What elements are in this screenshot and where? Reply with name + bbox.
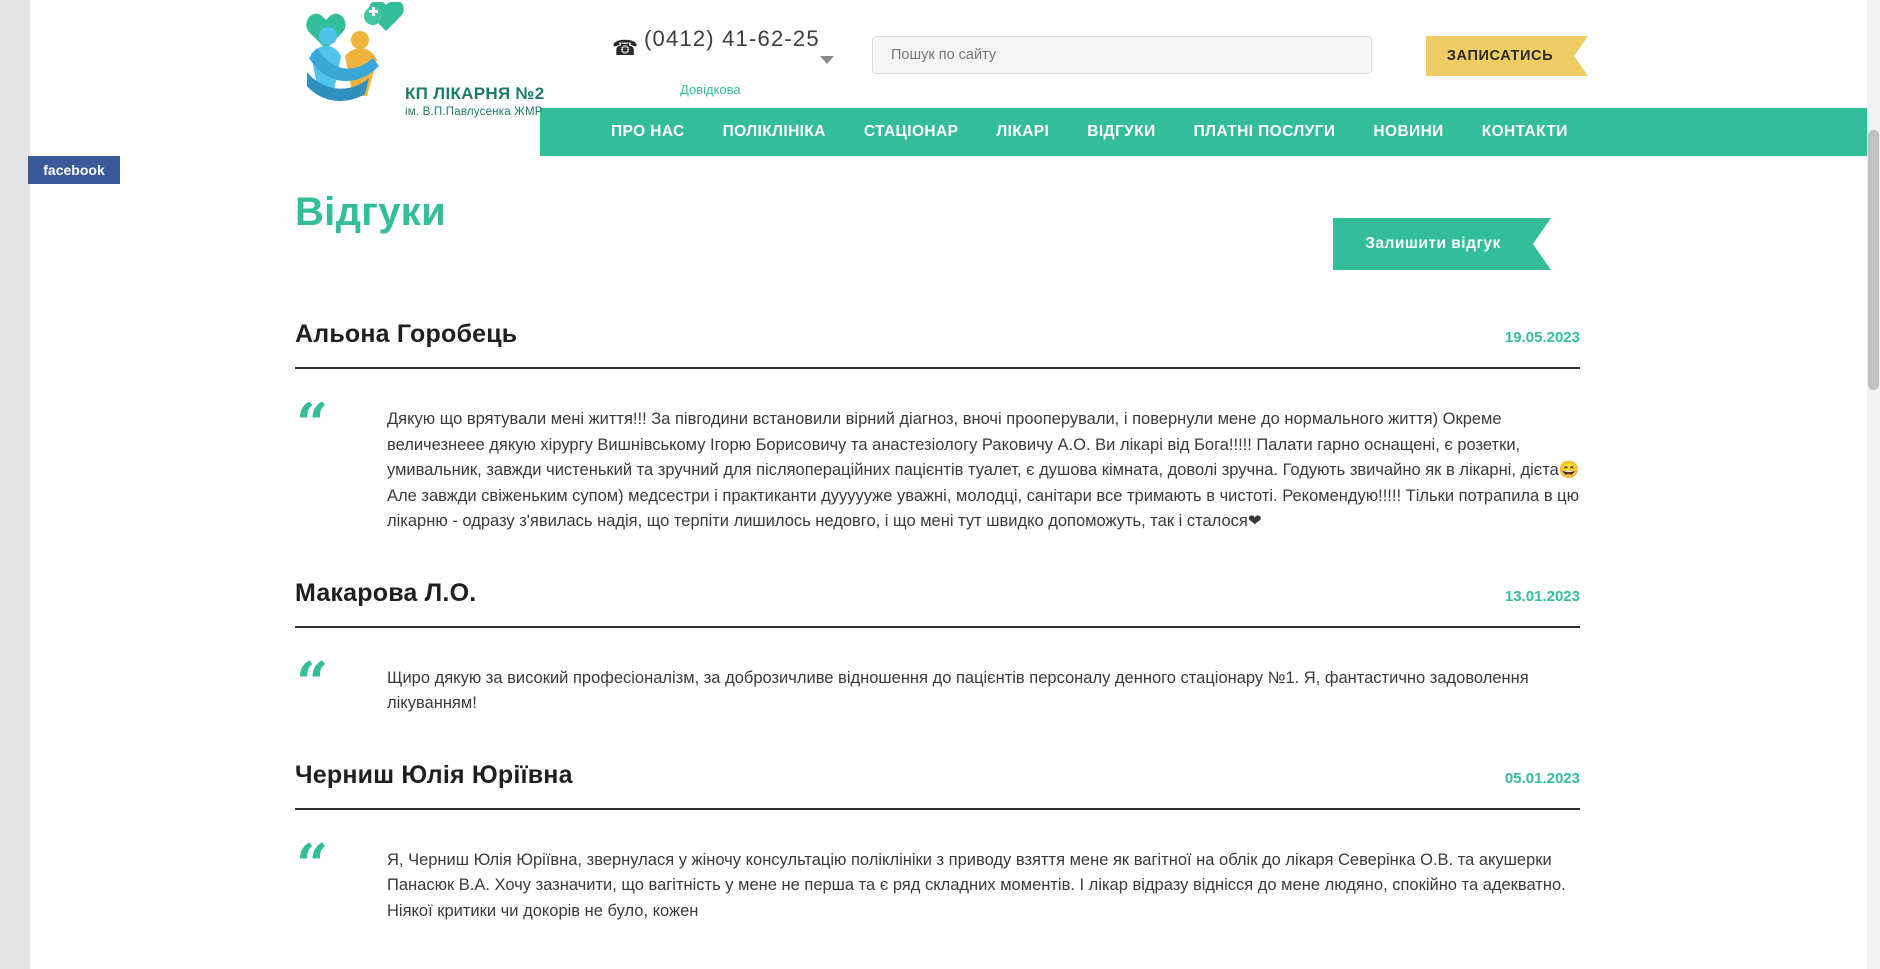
facebook-tab[interactable]: facebook bbox=[28, 156, 120, 184]
review-item bbox=[295, 579, 1580, 717]
reviews-list bbox=[295, 320, 1580, 968]
review-date: 19.05.2023 bbox=[1504, 329, 1580, 346]
appointment-button-arrow bbox=[1574, 36, 1588, 76]
review-item bbox=[295, 761, 1580, 925]
nav-item-contacts[interactable]: КОНТАКТИ bbox=[1481, 123, 1568, 140]
review-header bbox=[295, 761, 1580, 810]
nav-item-about[interactable]: ПРО НАС bbox=[611, 123, 685, 140]
leave-review-button-arrow bbox=[1533, 218, 1551, 270]
header-left-gutter bbox=[0, 0, 30, 108]
quote-icon: “ bbox=[296, 649, 329, 716]
logo-subtitle: ім. В.П.Павлусенка ЖМР bbox=[405, 106, 543, 118]
site-header bbox=[0, 0, 1880, 160]
review-body bbox=[295, 831, 1580, 925]
chevron-down-icon[interactable] bbox=[820, 56, 834, 64]
review-author: Черниш Юлія Юріївна bbox=[295, 760, 573, 789]
nav-item-doctors[interactable]: ЛІКАРІ bbox=[996, 123, 1050, 140]
nav-item-inpatient[interactable]: СТАЦІОНАР bbox=[863, 123, 959, 140]
review-date: 13.01.2023 bbox=[1504, 587, 1580, 605]
page-scrollbar[interactable] bbox=[1867, 0, 1880, 969]
quote-icon: “ bbox=[296, 391, 329, 457]
quote-icon: “ bbox=[296, 831, 329, 898]
review-text: Дякую що врятували мені життя!!! За півгодини встановили вірний діагноз, вночі прооперували, і повернули мене до нормального життя) Окреме величезнеее дякую хірургу Вишнівському Ігорю Борисовичу та анастезіологу Раковичу А.О. Ви лікарі від Бога!!!!! Палати гарно оснащені, є розетки, умивальник, завжди чистенький та зручний для післяопераційних пацієнтів туалет, є душова кімната, доволі зручна. Годують звичайно як в лікарні, дієта😄 Але завжди свіженьким супом) медсестри і практиканти дуууууже уважні, молодці, санітари все тримають в чистоті. Рекомендую!!!!! Тільки потрапила в цю лікарню - одразу з'явилась надія, що терпіти лишилось недовго, і що мені тут швидко допоможуть, так і сталося❤ bbox=[387, 410, 1580, 530]
nav-item-news[interactable]: НОВИНИ bbox=[1373, 123, 1444, 140]
review-body bbox=[295, 649, 1580, 717]
review-header bbox=[295, 320, 1580, 369]
review-author: Макарова Л.О. bbox=[295, 578, 477, 607]
review-text: Я, Черниш Юлія Юріївна, звернулася у жіночу консультацію поліклініки з приводу взяття мене як вагітної на облік до лікаря Северінка О.В. та акушерки Панасюк В.А. Хочу зазначити, що вагітність у мене не перша та є ряд складних моментів. І лікар відразу віднісся до мене людяно, спокійно та адекватно. Ніякої критики чи докорів не було, кожен bbox=[387, 850, 1566, 920]
site-logo[interactable] bbox=[285, 0, 545, 118]
leave-review-button[interactable]: Залишити відгук bbox=[1333, 218, 1533, 270]
scrollbar-thumb[interactable] bbox=[1868, 130, 1879, 390]
search-input[interactable] bbox=[873, 37, 1371, 73]
page-title: Відгуки bbox=[295, 190, 447, 234]
nav-items bbox=[592, 108, 1587, 156]
review-item bbox=[295, 320, 1580, 535]
review-author: Альона Горобець bbox=[295, 320, 518, 348]
logo-text-block bbox=[405, 84, 585, 118]
nav-item-paid-services[interactable]: ПЛАТНІ ПОСЛУГИ bbox=[1193, 123, 1336, 140]
review-header bbox=[295, 579, 1580, 628]
page-header-row bbox=[295, 190, 1575, 252]
logo-title: КП ЛІКАРНЯ №2 bbox=[405, 84, 545, 103]
hospital-logo-icon bbox=[287, 2, 409, 102]
phone-icon: ☎ bbox=[612, 37, 639, 60]
nav-item-reviews[interactable]: ВІДГУКИ bbox=[1087, 123, 1156, 140]
search-box[interactable] bbox=[872, 36, 1372, 74]
review-text: Щиро дякую за високий професіоналізм, за доброзичливе відношення до пацієнтів персоналу денного стаціонару №1. Я, фантастично задоволення лікуванням! bbox=[387, 668, 1529, 712]
appointment-button[interactable]: ЗАПИСАТИСЬ bbox=[1426, 36, 1574, 76]
phone-label: Довідкова bbox=[680, 82, 741, 97]
review-body bbox=[295, 391, 1580, 535]
nav-item-polyclinic[interactable]: ПОЛІКЛІНІКА bbox=[722, 123, 826, 140]
review-date: 05.01.2023 bbox=[1504, 769, 1580, 787]
phone-number[interactable]: (0412) 41-62-25 bbox=[644, 26, 820, 51]
